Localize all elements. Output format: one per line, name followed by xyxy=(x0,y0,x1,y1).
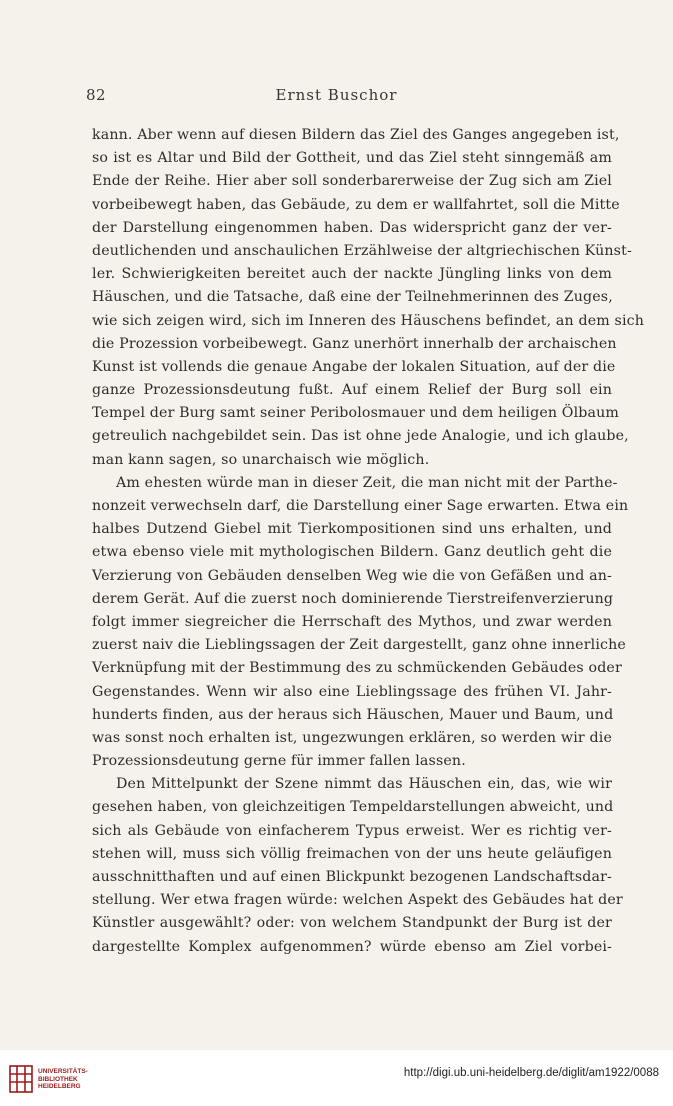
running-head: Ernst Buschor xyxy=(275,86,398,104)
text-line: Häuschen, und die Tatsache, daß eine der Teilnehmerinnen des Zuges, xyxy=(92,289,613,306)
text-line: Künstler ausgewählt? oder: von welchem Standpunkt der Burg ist der xyxy=(92,915,612,932)
text-line: sich als Gebäude von einfacherem Typus erweist. Wer es richtig ver- xyxy=(92,822,612,839)
logo-line: UNIVERSITÄTS- xyxy=(38,1068,88,1075)
text-line: stehen will, muss sich völlig freimachen von der uns heute geläufigen xyxy=(92,845,612,862)
text-line: ganze Prozessionsdeutung fußt. Auf einem Relief der Burg soll ein xyxy=(92,382,612,399)
text-line: vorbeibewegt haben, das Gebäude, zu dem er wallfahrtet, soll die Mitte xyxy=(92,196,620,213)
text-line: deutlichenden und anschaulichen Erzählweise der altgriechischen Künst- xyxy=(92,242,632,259)
text-line: Tempel der Burg samt seiner Peribolosmauer und dem heiligen Ölbaum xyxy=(92,405,620,422)
text-line: ausschnitthaften und auf einen Blickpunkt bezogenen Landschaftsdar- xyxy=(92,869,612,885)
page-number: 82 xyxy=(86,86,107,104)
text-line: Ende der Reihe. Hier aber soll sonderbarerweise der Zug sich am Ziel xyxy=(92,173,612,190)
text-line: wie sich zeigen wird, sich im Inneren des Häuschens befindet, an dem sich xyxy=(92,312,645,329)
text-line: nonzeit verwechseln darf, die Darstellung einer Sage erwarten. Etwa ein xyxy=(92,498,629,514)
logo-line: HEIDELBERG xyxy=(38,1083,81,1090)
text-line: Kunst ist vollends die genaue Angabe der lokalen Situation, auf der die xyxy=(92,358,616,375)
text-line: folgt immer siegreicher die Herrschaft des Mythos, und zwar werden xyxy=(92,613,612,630)
text-line: ler. Schwierigkeiten bereitet auch der nackte Jüngling links von dem xyxy=(92,266,612,283)
text-line: man kann sagen, so unarchaisch wie möglich. xyxy=(92,451,430,468)
text-line: dargestellte Komplex aufgenommen? würde ebenso am Ziel vorbei- xyxy=(92,938,612,955)
logo-line: BIBLIOTHEK xyxy=(38,1075,78,1083)
permalink-url[interactable]: http://digi.ub.uni-heidelberg.de/diglit/am1922/0088 xyxy=(403,1067,659,1079)
text-line: kann. Aber wenn auf diesen Bildern das Ziel des Ganges angegeben ist, xyxy=(92,127,620,143)
library-emblem-icon xyxy=(8,1062,36,1096)
text-line: so ist es Altar und Bild der Gottheit, und das Ziel steht sinngemäß am xyxy=(92,150,612,167)
text-line: derem Gerät. Auf die zuerst noch dominierende Tierstreifenverzierung xyxy=(92,590,614,607)
page-header xyxy=(0,86,673,108)
text-line: etwa ebenso viele mit mythologischen Bildern. Ganz deutlich geht die xyxy=(92,544,612,561)
body-text xyxy=(92,124,645,959)
text-line: zuerst naiv die Lieblingssagen der Zeit dargestellt, ganz ohne innerliche xyxy=(92,637,626,654)
text-line: was sonst noch erhalten ist, ungezwungen erklären, so werden wir die xyxy=(92,729,612,746)
text-line: Gegenstandes. Wenn wir also eine Lieblingssage des frühen VI. Jahr- xyxy=(92,683,612,700)
text-line: getreulich nachgebildet sein. Das ist ohne jede Analogie, und ich glaube, xyxy=(92,428,629,445)
text-line: der Darstellung eingenommen haben. Das widerspricht ganz der ver- xyxy=(92,219,612,236)
logo-text xyxy=(38,1068,88,1091)
text-line: Den Mittelpunkt der Szene nimmt das Häuschen ein, das, wie wir xyxy=(116,776,612,793)
text-line: Verzierung von Gebäuden denselben Weg wie die von Gefäßen und an- xyxy=(92,567,612,584)
text-line: halbes Dutzend Giebel mit Tierkompositionen sind uns erhalten, und xyxy=(92,521,612,538)
text-line: die Prozession vorbeibewegt. Ganz unerhört innerhalb der archaischen xyxy=(92,335,617,352)
text-line: hunderts finden, aus der heraus sich Häuschen, Mauer und Baum, und xyxy=(92,706,614,723)
footer-bar xyxy=(0,1050,673,1106)
text-line: gesehen haben, von gleichzeitigen Tempeldarstellungen abweicht, und xyxy=(92,799,614,816)
library-logo[interactable] xyxy=(8,1062,108,1096)
text-line: Am ehesten würde man in dieser Zeit, die man nicht mit der Parthe- xyxy=(116,474,618,491)
text-line: Prozessionsdeutung gerne für immer fallen lassen. xyxy=(92,753,466,770)
text-line: stellung. Wer etwa fragen würde: welchen Aspekt des Gebäudes hat der xyxy=(92,892,623,909)
text-line: Verknüpfung mit der Bestimmung des zu schmückenden Gebäudes oder xyxy=(92,660,622,677)
